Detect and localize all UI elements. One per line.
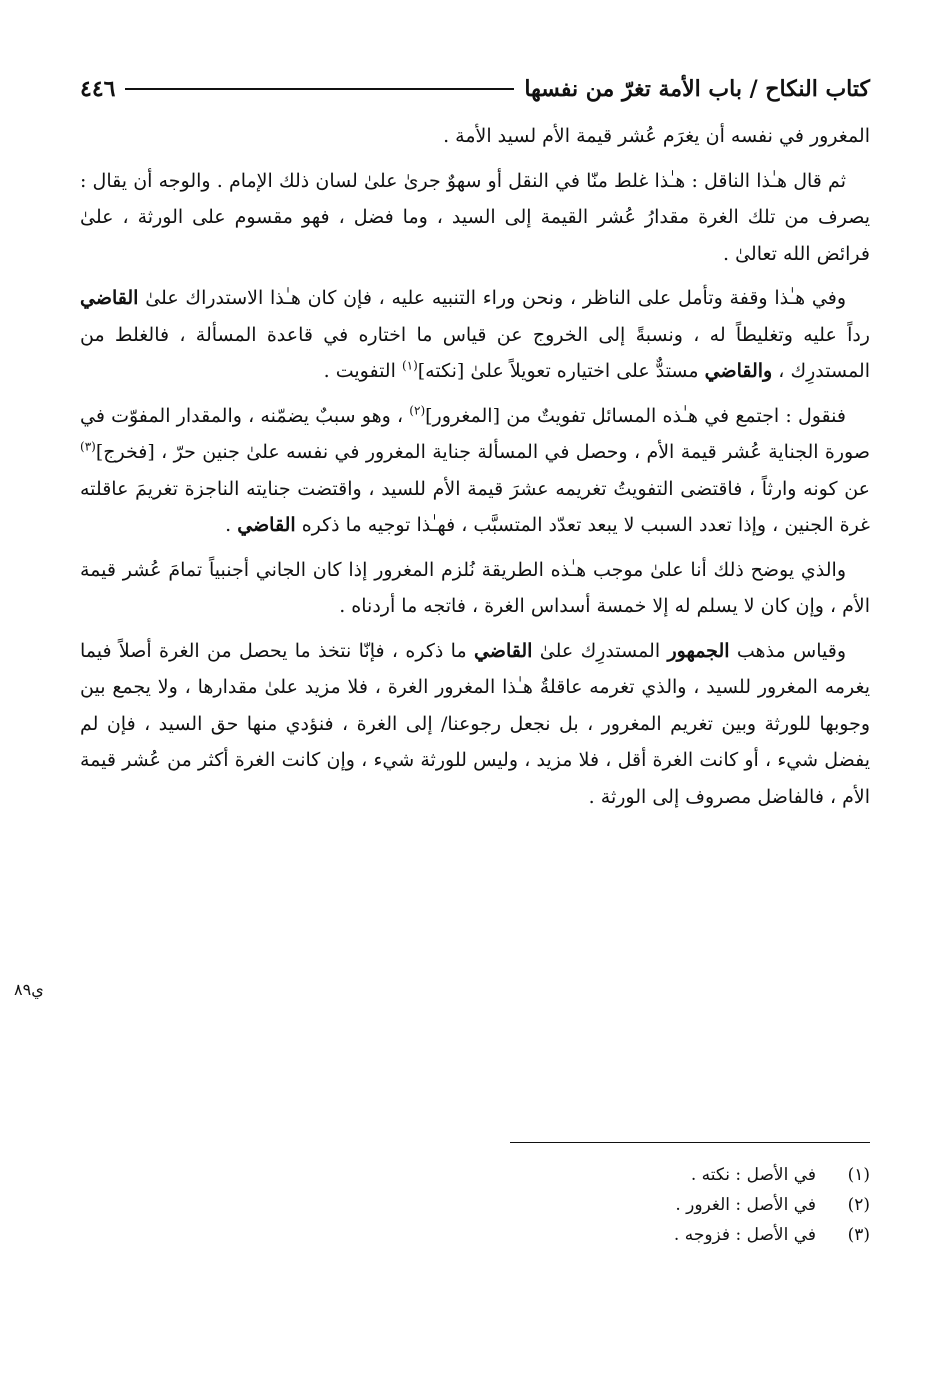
page-header [80, 72, 870, 106]
running-title: كتاب النكاح / باب الأمة تغرّ من نفسها [524, 76, 870, 102]
paragraph: وقياس مذهب الجمهور المستدرِك علىٰ القاضي ما ذكره ، فإنّا نتخذ ما يحصل من الغرة أصلاً فيما يغرمه المغرور للسيد ، والذي تغرمه عاقلةُ هـٰذا المغرور الغرة ، فلا مزيد علىٰ مقدارها ، ولا يجمع بين وجوبها للورثة وبين تغريم المغرور ، بل نجعل رجوعنا/ إلى الغرة ، فنؤدي منها حق السيد ، فإن لم يفضل شيء ، أو كانت الغرة أقل ، فلا مزيد ، وليس للورثة شيء ، وإن كانت الغرة أكثر من عُشر قيمة الأم ، فالفاضل مصروف إلى الورثة . [80, 639, 870, 808]
emphasis-name: القاضي [237, 514, 296, 536]
footnote-ref[interactable]: (٣) [80, 439, 96, 454]
paragraph: فنقول : اجتمع في هـٰذه المسائل تفويتٌ من [المغرور]$^{(٢)}$ ، وهو سببٌ يضمّنه ، والمقدار المفوّت في صورة الجناية عُشر قيمة الأم ، وحصل في المسألة جناية المغرور في نفسه علىٰ جنين حرّ ، [فخرج]$^{(٣)}$ عن كونه وارثاً ، فاقتضى التفويتُ تغريمه عشرَ قيمة الأم للسيد ، واقتضت جنايته الناجزة تغريمَ عاقلته غرة الجنين ، وإذا تعدد السبب لا يبعد تعدّد المتسبَّب ، فهـٰذا توجيه ما ذكره القاضي . [80, 403, 870, 536]
footnote-ref[interactable]: (٢) [409, 403, 426, 418]
footnote-text: في الأصل : نكته . [690, 1165, 816, 1185]
page-number: ٤٤٦ [80, 76, 116, 102]
footnote-item [370, 1160, 870, 1190]
footnote-item [370, 1220, 870, 1250]
footnote-item [370, 1190, 870, 1220]
emphasis-name: القاضي [80, 287, 139, 309]
emphasis-name: والقاضي [704, 360, 773, 382]
paragraph: المغرور في نفسه أن يغرَم عُشر قيمة الأم لسيد الأمة . [443, 125, 870, 147]
paragraph: وفي هـٰذا وقفة وتأمل على الناظر ، ونحن وراء التنبيه عليه ، فإن كان هـٰذا الاستدراك علىٰ القاضي رداً عليه وتغليطاً له ، ونسبةً إلى الخروج عن قياس ما اختاره في قاعدة المسألة ، فالغلط من المستدرِك ، والقاضي مستدٌّ على اختياره تعويلاً علىٰ [نكته]$^{(١)}$ التفويت . [80, 287, 870, 382]
main-text [80, 118, 870, 823]
emphasis-name: الجمهور [667, 639, 730, 662]
footnote-number: (٢) [847, 1195, 870, 1215]
footnote-separator [510, 1142, 870, 1143]
margin-page-marker: ي٨٩ [14, 980, 44, 999]
paragraph: والذي يوضح ذلك أنا علىٰ موجب هـٰذه الطريقة نُلزم المغرور إذا كان الجاني أجنبياً تمامَ عُشر قيمة الأم ، وإن كان لا يسلم له إلا خمسة أسداس الغرة ، فاتجه ما أردناه . [80, 558, 870, 617]
header-rule [125, 88, 514, 90]
emphasis-name: القاضي [473, 639, 533, 662]
paragraph: ثم قال هـٰذا الناقل : هـٰذا غلط منّا في النقل أو سهوٌ جرىٰ علىٰ لسان ذلك الإمام . والوجه أن يقال : يصرف من تلك الغرة مقدارُ عُشر القيمة إلى السيد ، وما فضل ، فهو مقسوم على الورثة ، علىٰ فرائض الله تعالىٰ . [80, 169, 870, 265]
footnote-text: في الأصل : فزوجه . [673, 1225, 816, 1245]
footnote-ref[interactable]: (١) [401, 358, 418, 373]
footnotes [370, 1160, 870, 1250]
footnote-text: في الأصل : الغرور . [675, 1195, 816, 1215]
footnote-number: (١) [847, 1165, 870, 1185]
footnote-number: (٣) [847, 1225, 870, 1245]
